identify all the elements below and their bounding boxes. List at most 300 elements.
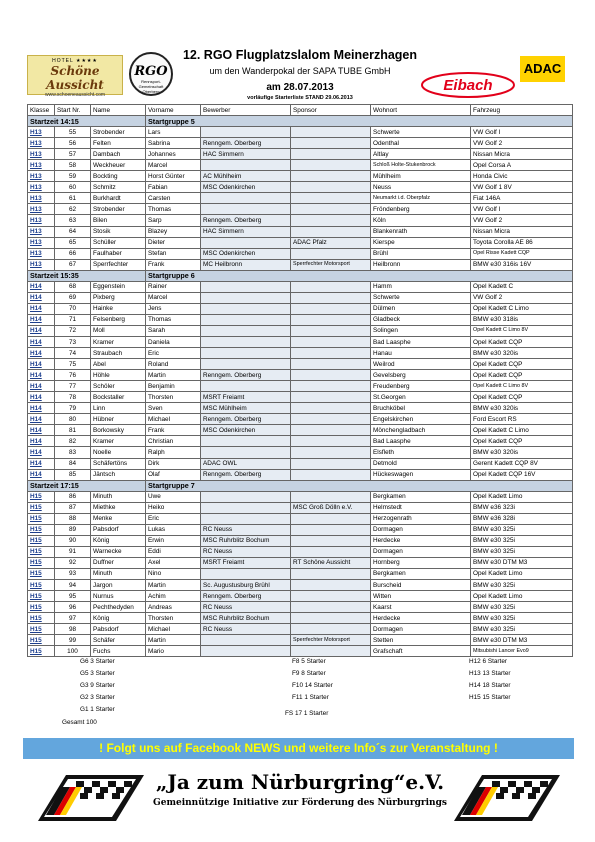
name-cell: Schäfertöns	[91, 458, 146, 469]
sponsor-cell	[291, 568, 371, 579]
name-cell: Noelle	[91, 447, 146, 458]
sponsor-cell	[291, 336, 371, 347]
residence-cell: Hückeswagen	[371, 469, 471, 480]
name-cell: Kramer	[91, 436, 146, 447]
table-row	[28, 160, 573, 171]
summary-line: G5 3 Starter	[80, 670, 115, 678]
residence-cell: Herdecke	[371, 535, 471, 546]
entrant-cell: Renngem. Oberberg	[201, 469, 291, 480]
hotel-logo-url: www.schoeneaussicht.com	[44, 92, 106, 98]
sponsor-cell	[291, 138, 371, 149]
summary-line: F10 14 Starter	[292, 682, 333, 690]
table-row	[28, 303, 573, 314]
table-row	[28, 613, 573, 624]
sponsor-cell	[291, 348, 371, 359]
summary-col-g	[80, 656, 115, 716]
entrant-cell: MC Heilbronn	[201, 259, 291, 270]
vehicle-cell: BMW e30 320is	[471, 348, 573, 359]
table-row	[28, 237, 573, 248]
hotel-logo-top: HOTEL ★★★★	[52, 58, 98, 64]
class-cell[interactable]: H14	[28, 292, 55, 303]
class-cell[interactable]: H13	[28, 259, 55, 270]
first-name-cell: Achim	[146, 591, 201, 602]
class-cell[interactable]: H14	[28, 370, 55, 381]
table-row	[28, 557, 573, 568]
residence-cell: Heilbronn	[371, 259, 471, 270]
vehicle-cell: BMW e30 316is 16V	[471, 259, 573, 270]
class-cell[interactable]: H15	[28, 635, 55, 646]
table-row	[28, 414, 573, 425]
table-row	[28, 447, 573, 458]
vehicle-cell: Gerent Kadett CQP 8V	[471, 458, 573, 469]
start-number-cell: 64	[55, 226, 91, 237]
residence-cell: Brühl	[371, 248, 471, 259]
sponsor-cell: MSC Groß Dölln e.V.	[291, 502, 371, 513]
residence-cell: Grafschaft	[371, 646, 471, 657]
first-name-cell: Marcel	[146, 292, 201, 303]
residence-cell: Weilrod	[371, 359, 471, 370]
residence-cell: Schwerte	[371, 127, 471, 138]
facebook-banner[interactable]: ! Folgt uns auf Facebook NEWS und weitere Info´s zur Veranstaltung !	[23, 738, 574, 759]
vehicle-cell: BMW e30 325i	[471, 535, 573, 546]
class-cell[interactable]: H15	[28, 546, 55, 557]
entrant-cell: MSC Ruhrblitz Bochum	[201, 613, 291, 624]
first-name-cell: Thomas	[146, 204, 201, 215]
entrant-cell	[201, 303, 291, 314]
class-cell[interactable]: H14	[28, 425, 55, 436]
sponsor-cell	[291, 613, 371, 624]
class-cell[interactable]: H15	[28, 524, 55, 535]
class-cell[interactable]: H13	[28, 160, 55, 171]
table-row	[28, 336, 573, 347]
class-cell[interactable]: H13	[28, 127, 55, 138]
entrant-cell	[201, 381, 291, 392]
name-cell: Eggenstein	[91, 281, 146, 292]
first-name-cell: Christian	[146, 436, 201, 447]
table-row	[28, 524, 573, 535]
name-cell: Schmitz	[91, 182, 146, 193]
residence-cell: Helmstedt	[371, 502, 471, 513]
vehicle-cell: Opel Kadett CQP	[471, 336, 573, 347]
entrant-cell	[201, 568, 291, 579]
sponsor-cell	[291, 215, 371, 226]
name-cell: Nurnus	[91, 591, 146, 602]
class-cell[interactable]: H15	[28, 613, 55, 624]
first-name-cell: Daniela	[146, 336, 201, 347]
first-name-cell: Martin	[146, 580, 201, 591]
entrant-cell: MSRT Freiamt	[201, 392, 291, 403]
first-name-cell: Heiko	[146, 502, 201, 513]
entrant-cell	[201, 204, 291, 215]
sponsor-cell	[291, 524, 371, 535]
column-header: Vorname	[146, 105, 201, 116]
list-status: vorläufige Starterliste STAND 29.06.2013	[247, 95, 353, 101]
vehicle-cell: Opel Kadett C Limo	[471, 425, 573, 436]
summary-line: G6 3 Starter	[80, 658, 115, 665]
entrant-cell	[201, 436, 291, 447]
name-cell: Bockting	[91, 171, 146, 182]
entrant-cell: RC Neuss	[201, 624, 291, 635]
summary-line: G3 9 Starter	[80, 682, 115, 690]
sponsor-cell	[291, 602, 371, 613]
vehicle-cell: BMW e30 325i	[471, 524, 573, 535]
name-cell: Moll	[91, 325, 146, 336]
table-row	[28, 513, 573, 524]
residence-cell: Hornberg	[371, 557, 471, 568]
name-cell: Dambach	[91, 149, 146, 160]
first-name-cell: Stefan	[146, 248, 201, 259]
class-cell[interactable]: H14	[28, 458, 55, 469]
start-number-cell: 95	[55, 591, 91, 602]
class-cell[interactable]: H15	[28, 624, 55, 635]
start-number-cell: 69	[55, 292, 91, 303]
table-row	[28, 193, 573, 204]
sponsor-cell	[291, 292, 371, 303]
class-cell[interactable]: H15	[28, 591, 55, 602]
residence-cell: Gevelsberg	[371, 370, 471, 381]
group-label: Startgruppe 5	[146, 116, 573, 127]
vehicle-cell: Honda Civic	[471, 171, 573, 182]
class-cell[interactable]: H13	[28, 204, 55, 215]
sponsor-cell	[291, 281, 371, 292]
first-name-cell: Uwe	[146, 491, 201, 502]
class-cell[interactable]: H14	[28, 303, 55, 314]
sponsor-cell	[291, 149, 371, 160]
entrant-cell	[201, 160, 291, 171]
class-cell[interactable]: H13	[28, 237, 55, 248]
residence-cell: Bad Laasphe	[371, 436, 471, 447]
first-name-cell: Olaf	[146, 469, 201, 480]
residence-cell: Stetten	[371, 635, 471, 646]
entrant-cell	[201, 502, 291, 513]
class-cell[interactable]: H14	[28, 348, 55, 359]
summary-line: H15 15 Starter	[469, 694, 511, 702]
summary-line: G1 1 Starter	[80, 706, 115, 714]
sponsor-cell: Sperrfechter Motorsport	[291, 259, 371, 270]
vehicle-cell: VW Golf 2	[471, 215, 573, 226]
start-number-cell: 73	[55, 336, 91, 347]
start-number-cell: 82	[55, 436, 91, 447]
sponsor-cell: ADAC Pfalz	[291, 237, 371, 248]
residence-cell: Bruchköbel	[371, 403, 471, 414]
residence-cell: Gladbeck	[371, 314, 471, 325]
entrant-cell: MSC Odenkirchen	[201, 425, 291, 436]
class-cell[interactable]: H13	[28, 182, 55, 193]
column-header: Name	[91, 105, 146, 116]
first-name-cell: Eddi	[146, 546, 201, 557]
sponsor-cell	[291, 303, 371, 314]
column-header: Klasse	[28, 105, 55, 116]
class-cell[interactable]: H15	[28, 580, 55, 591]
residence-cell: Schloß Holte-Stukenbrock	[371, 160, 471, 171]
column-header: Bewerber	[201, 105, 291, 116]
group-header-row	[28, 270, 573, 281]
first-name-cell: Martin	[146, 635, 201, 646]
class-cell[interactable]: H13	[28, 226, 55, 237]
group-header-row	[28, 480, 573, 491]
group-label: Startgruppe 7	[146, 480, 573, 491]
sponsor-cell	[291, 535, 371, 546]
entrant-cell: Renngem. Oberberg	[201, 370, 291, 381]
entrant-cell	[201, 281, 291, 292]
racing-flag-icon	[452, 773, 562, 823]
residence-cell: Schwerte	[371, 292, 471, 303]
class-cell[interactable]: H15	[28, 535, 55, 546]
first-name-cell: Carsten	[146, 193, 201, 204]
residence-cell: Bergkamen	[371, 568, 471, 579]
first-name-cell: Fabian	[146, 182, 201, 193]
column-header: Wohnort	[371, 105, 471, 116]
first-name-cell: Erwin	[146, 535, 201, 546]
table-row	[28, 602, 573, 613]
table-row	[28, 325, 573, 336]
vehicle-cell: Opel Kadett CQP	[471, 436, 573, 447]
first-name-cell: Dieter	[146, 237, 201, 248]
summary-line: F8 5 Starter	[292, 658, 326, 665]
class-cell[interactable]: H14	[28, 281, 55, 292]
name-cell: König	[91, 613, 146, 624]
column-header: Sponsor	[291, 105, 371, 116]
class-cell[interactable]: H15	[28, 513, 55, 524]
class-cell[interactable]: H15	[28, 491, 55, 502]
vehicle-cell: BMW e30 325i	[471, 602, 573, 613]
class-cell[interactable]: H13	[28, 248, 55, 259]
class-cell[interactable]: H14	[28, 392, 55, 403]
residence-cell: Burscheid	[371, 580, 471, 591]
name-cell: Menke	[91, 513, 146, 524]
class-cell[interactable]: H15	[28, 646, 55, 657]
first-name-cell: Frank	[146, 425, 201, 436]
start-number-cell: 68	[55, 281, 91, 292]
entrant-cell: ADAC OWL	[201, 458, 291, 469]
table-row	[28, 215, 573, 226]
entrant-cell: RC Neuss	[201, 524, 291, 535]
name-cell: Felten	[91, 138, 146, 149]
vehicle-cell: Opel Kadett CQP 16V	[471, 469, 573, 480]
vehicle-cell: VW Golf I	[471, 204, 573, 215]
first-name-cell: Eric	[146, 348, 201, 359]
residence-cell: Altlay	[371, 149, 471, 160]
table-row	[28, 348, 573, 359]
name-cell: Duffner	[91, 557, 146, 568]
residence-cell: Fröndenberg	[371, 204, 471, 215]
entrant-cell	[201, 447, 291, 458]
residence-cell: Bergkamen	[371, 491, 471, 502]
start-number-cell: 67	[55, 259, 91, 270]
start-number-cell: 58	[55, 160, 91, 171]
vehicle-cell: BMW e30 320is	[471, 403, 573, 414]
table-row	[28, 491, 573, 502]
table-row	[28, 259, 573, 270]
table-row	[28, 458, 573, 469]
residence-cell: Mühlheim	[371, 171, 471, 182]
class-cell[interactable]: H14	[28, 359, 55, 370]
summary-line: G2 3 Starter	[80, 694, 115, 702]
entrant-cell	[201, 635, 291, 646]
start-number-cell: 78	[55, 392, 91, 403]
vehicle-cell: BMW e36 328i	[471, 513, 573, 524]
first-name-cell: Thorsten	[146, 613, 201, 624]
first-name-cell: Johannes	[146, 149, 201, 160]
name-cell: Pabsdorf	[91, 624, 146, 635]
group-label: Startgruppe 6	[146, 270, 573, 281]
table-row	[28, 370, 573, 381]
table-row	[28, 591, 573, 602]
group-header-row	[28, 116, 573, 127]
vehicle-cell: BMW e30 325i	[471, 624, 573, 635]
class-cell[interactable]: H14	[28, 381, 55, 392]
class-cell[interactable]: H13	[28, 138, 55, 149]
first-name-cell: Lukas	[146, 524, 201, 535]
vehicle-cell: Opel Kadett Limo	[471, 568, 573, 579]
table-row	[28, 425, 573, 436]
first-name-cell: Nino	[146, 568, 201, 579]
table-row	[28, 359, 573, 370]
start-number-cell: 63	[55, 215, 91, 226]
name-cell: Sperrfechter	[91, 259, 146, 270]
summary-line: F11 1 Starter	[292, 694, 329, 702]
class-cell[interactable]: H14	[28, 436, 55, 447]
class-cell[interactable]: H14	[28, 325, 55, 336]
table-row	[28, 469, 573, 480]
first-name-cell: Mario	[146, 646, 201, 657]
vehicle-cell: BMW e36 323i	[471, 502, 573, 513]
start-number-cell: 62	[55, 204, 91, 215]
event-date: am 28.07.2013	[266, 82, 334, 93]
class-cell[interactable]: H14	[28, 447, 55, 458]
name-cell: Felsenberg	[91, 314, 146, 325]
class-cell[interactable]: H13	[28, 193, 55, 204]
eibach-logo-text: Eibach	[443, 77, 493, 94]
name-cell: Pabsdorf	[91, 524, 146, 535]
name-cell: Warnecke	[91, 546, 146, 557]
first-name-cell: Jens	[146, 303, 201, 314]
table-row	[28, 149, 573, 160]
start-number-cell: 61	[55, 193, 91, 204]
entrant-cell: MSC Mühlheim	[201, 403, 291, 414]
class-cell[interactable]: H14	[28, 469, 55, 480]
start-number-cell: 100	[55, 646, 91, 657]
entrant-cell	[201, 336, 291, 347]
name-cell: Miethke	[91, 502, 146, 513]
residence-cell: Odenthal	[371, 138, 471, 149]
entrant-cell: AC Mühlheim	[201, 171, 291, 182]
name-cell: Strobender	[91, 204, 146, 215]
residence-cell: Dormagen	[371, 524, 471, 535]
vehicle-cell: VW Golf I	[471, 127, 573, 138]
table-row	[28, 204, 573, 215]
first-name-cell: Sven	[146, 403, 201, 414]
class-cell[interactable]: H13	[28, 171, 55, 182]
table-row	[28, 314, 573, 325]
sponsor-cell	[291, 370, 371, 381]
name-cell: Schöler	[91, 381, 146, 392]
vehicle-cell: BMW e30 325i	[471, 580, 573, 591]
residence-cell: Herzogenrath	[371, 513, 471, 524]
name-cell: Linn	[91, 403, 146, 414]
first-name-cell: Michael	[146, 624, 201, 635]
residence-cell: Kaarst	[371, 602, 471, 613]
start-number-cell: 60	[55, 182, 91, 193]
summary-total: Gesamt 100	[62, 719, 97, 726]
start-number-cell: 71	[55, 314, 91, 325]
sponsor-cell	[291, 546, 371, 557]
residence-cell: Neumarkt i.d. Oberpfalz	[371, 193, 471, 204]
class-cell[interactable]: H15	[28, 502, 55, 513]
start-number-cell: 98	[55, 624, 91, 635]
residence-cell: Hanau	[371, 348, 471, 359]
first-name-cell: Benjamin	[146, 381, 201, 392]
sponsor-cell	[291, 591, 371, 602]
class-cell[interactable]: H14	[28, 414, 55, 425]
vehicle-cell: BMW e30 318is	[471, 314, 573, 325]
class-cell[interactable]: H15	[28, 602, 55, 613]
class-cell[interactable]: H14	[28, 336, 55, 347]
group-start-time: Startzeit 15:35	[28, 270, 146, 281]
class-cell[interactable]: H13	[28, 215, 55, 226]
first-name-cell: Sabrina	[146, 138, 201, 149]
residence-cell: Blankenrath	[371, 226, 471, 237]
residence-cell: Kierspe	[371, 237, 471, 248]
first-name-cell: Axel	[146, 557, 201, 568]
first-name-cell: Andreas	[146, 602, 201, 613]
first-name-cell: Horst Günter	[146, 171, 201, 182]
table-row	[28, 624, 573, 635]
start-number-cell: 75	[55, 359, 91, 370]
class-cell[interactable]: H15	[28, 557, 55, 568]
first-name-cell: Thomas	[146, 314, 201, 325]
start-number-cell: 89	[55, 524, 91, 535]
first-name-cell: Blazey	[146, 226, 201, 237]
vehicle-cell: VW Golf 2	[471, 138, 573, 149]
class-cell[interactable]: H15	[28, 568, 55, 579]
hotel-logo-name: Schöne Aussicht	[46, 64, 104, 92]
class-cell[interactable]: H14	[28, 403, 55, 414]
first-name-cell: Sarp	[146, 215, 201, 226]
table-row	[28, 635, 573, 646]
start-number-cell: 90	[55, 535, 91, 546]
name-cell: Abel	[91, 359, 146, 370]
table-row	[28, 580, 573, 591]
sponsor-cell	[291, 458, 371, 469]
start-number-cell: 81	[55, 425, 91, 436]
entrant-cell	[201, 127, 291, 138]
residence-cell: Solingen	[371, 325, 471, 336]
racing-flag-icon	[36, 773, 146, 823]
table-row	[28, 535, 573, 546]
start-number-cell: 86	[55, 491, 91, 502]
start-number-cell: 57	[55, 149, 91, 160]
residence-cell: Hamm	[371, 281, 471, 292]
entrant-cell	[201, 314, 291, 325]
first-name-cell: Martin	[146, 370, 201, 381]
sponsor-cell	[291, 193, 371, 204]
name-cell: Pechthedyden	[91, 602, 146, 613]
name-cell: Straubach	[91, 348, 146, 359]
sponsor-cell	[291, 160, 371, 171]
table-row	[28, 403, 573, 414]
entrant-cell: Renngem. Oberberg	[201, 414, 291, 425]
entrant-cell	[201, 348, 291, 359]
class-cell[interactable]: H14	[28, 314, 55, 325]
start-number-cell: 79	[55, 403, 91, 414]
class-cell[interactable]: H13	[28, 149, 55, 160]
vehicle-cell: Opel Kadett C Limo	[471, 303, 573, 314]
vehicle-cell: Fiat 146A	[471, 193, 573, 204]
start-number-cell: 91	[55, 546, 91, 557]
start-number-cell: 84	[55, 458, 91, 469]
first-name-cell: Michael	[146, 414, 201, 425]
